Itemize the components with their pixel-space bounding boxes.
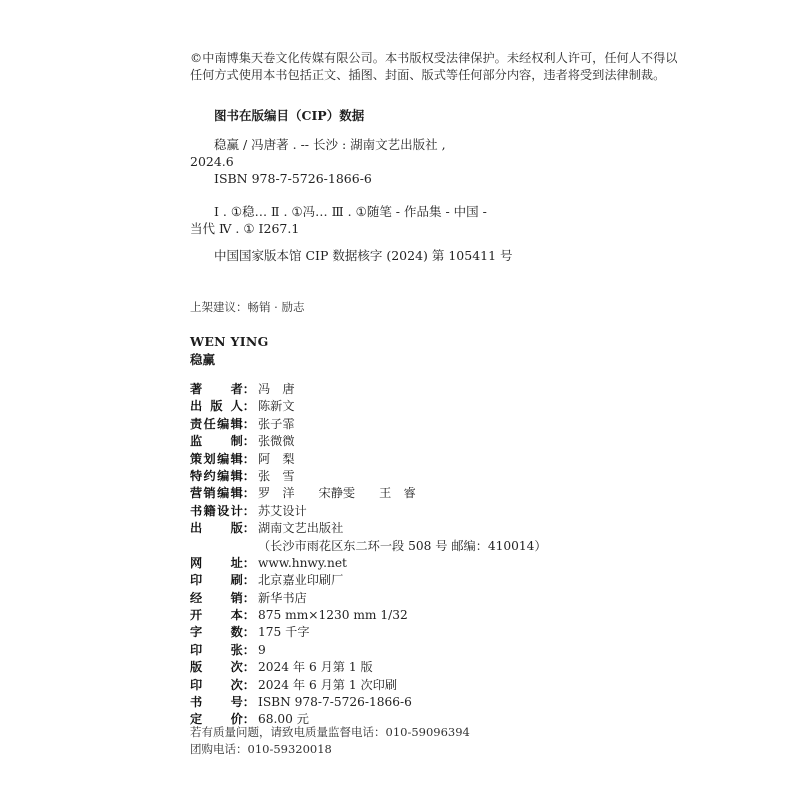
contact-info — [190, 724, 470, 758]
credits-row — [190, 416, 547, 433]
credits-label: 字 数： — [190, 625, 255, 640]
shelf-suggestion: 上架建议：畅销 · 励志 — [190, 300, 305, 314]
credits-label: 开 本： — [190, 608, 255, 623]
credits-row — [190, 624, 547, 641]
credits-value: 冯 唐 — [258, 382, 295, 396]
credits-row — [190, 677, 547, 694]
credits-row — [190, 607, 547, 624]
credits-label: 印 刷： — [190, 573, 255, 588]
credits-label: 网 址： — [190, 555, 255, 570]
copyright-notice-line-2: 任何方式使用本书包括正文、插图、封面、版式等任何部分内容，违者将受到法律制裁。 — [190, 68, 666, 82]
credits-value: 苏艾设计 — [258, 503, 307, 518]
credits-row — [190, 433, 547, 450]
credits-value: 陈新文 — [258, 399, 295, 414]
credits-row — [190, 468, 547, 485]
credits-value: 张 雪 — [258, 468, 295, 483]
credits-value: （长沙市雨花区东二环一段 508 号 邮编：410014） — [258, 538, 547, 553]
credits-label: 版 次： — [190, 660, 255, 675]
credits-label: 营 销 编 辑： — [190, 486, 255, 501]
credits-row — [190, 381, 547, 398]
credits-value: 新华书店 — [258, 590, 307, 605]
credits-value: 68.00 元 — [258, 712, 309, 727]
credits-row — [190, 572, 547, 589]
cip-record-number: 中国国家版本馆 CIP 数据核字 (2024) 第 105411 号 — [214, 248, 513, 263]
credits-row — [190, 503, 547, 520]
credits-label: 策 划 编 辑： — [190, 451, 255, 466]
credits-value: 北京嘉业印刷厂 — [258, 573, 344, 588]
credits-label: 经 销： — [190, 590, 255, 605]
credits-row — [190, 485, 547, 502]
credits-value: 张微微 — [258, 434, 295, 449]
copyright-notice-line-1: ©中南博集天卷文化传媒有限公司。本书版权受法律保护。未经权利人许可，任何人不得以 — [190, 51, 678, 65]
credits-label: 定 价： — [190, 712, 255, 727]
book-title-pinyin: WEN YING — [190, 334, 269, 349]
credits-row — [190, 398, 547, 415]
group-purchase-hotline: 团购电话：010-59320018 — [190, 742, 332, 756]
credits-label — [190, 538, 255, 555]
cip-isbn: ISBN 978-7-5726-1866-6 — [214, 171, 372, 186]
credits-label: 出 版 人： — [190, 399, 255, 414]
credits-value: 罗 洋 宋静雯 王 睿 — [258, 486, 416, 501]
cip-entry-line-2: 2024.6 — [190, 154, 234, 169]
credits-value: 湖南文艺出版社 — [258, 521, 344, 536]
credits-value: 阿 梨 — [258, 451, 295, 466]
credits-value: 2024 年 6 月第 1 次印刷 — [258, 677, 398, 692]
credits-row — [190, 659, 547, 676]
credits-label: 书 号： — [190, 695, 255, 710]
credits-row — [190, 451, 547, 468]
credits-row — [190, 694, 547, 711]
book-title-cn: 稳赢 — [190, 352, 216, 367]
credits-label: 出 版： — [190, 521, 255, 536]
credits-value: www.hnwy.net — [258, 555, 347, 570]
credits-label: 著 者： — [190, 382, 255, 396]
cip-classification-line-2: 当代 Ⅳ . ① I267.1 — [190, 221, 300, 236]
credits-row — [190, 520, 547, 537]
credits-row — [190, 555, 547, 572]
credits-row — [190, 642, 547, 659]
credits-value: 875 mm×1230 mm 1/32 — [258, 608, 408, 623]
credits-label: 书 籍 设 计： — [190, 503, 255, 518]
credits-label: 印 张： — [190, 642, 255, 657]
credits-label: 特 约 编 辑： — [190, 468, 255, 483]
quality-hotline: 若有质量问题，请致电质量监督电话：010-59096394 — [190, 725, 470, 739]
credits-row — [190, 590, 547, 607]
cip-classification-line-1: Ⅰ . ①稳… Ⅱ . ①冯… Ⅲ . ①随笔 - 作品集 - 中国 - — [214, 204, 487, 219]
credits-value: 175 千字 — [258, 625, 310, 640]
credits-label: 责 任 编 辑： — [190, 416, 255, 431]
credits-value: 2024 年 6 月第 1 版 — [258, 660, 373, 675]
credits-value: 张子霏 — [258, 416, 295, 431]
credits-table — [190, 381, 547, 729]
cip-entry-line-1: 稳赢 / 冯唐著 . -- 长沙 : 湖南文艺出版社 , — [214, 137, 446, 152]
credits-label: 印 次： — [190, 677, 255, 692]
copyright-notice — [190, 50, 678, 84]
credits-value: 9 — [258, 642, 266, 657]
credits-row — [190, 538, 547, 555]
cip-title: 图书在版编目（CIP）数据 — [214, 108, 365, 123]
credits-value: ISBN 978-7-5726-1866-6 — [258, 695, 412, 710]
credits-label: 监 制： — [190, 434, 255, 449]
